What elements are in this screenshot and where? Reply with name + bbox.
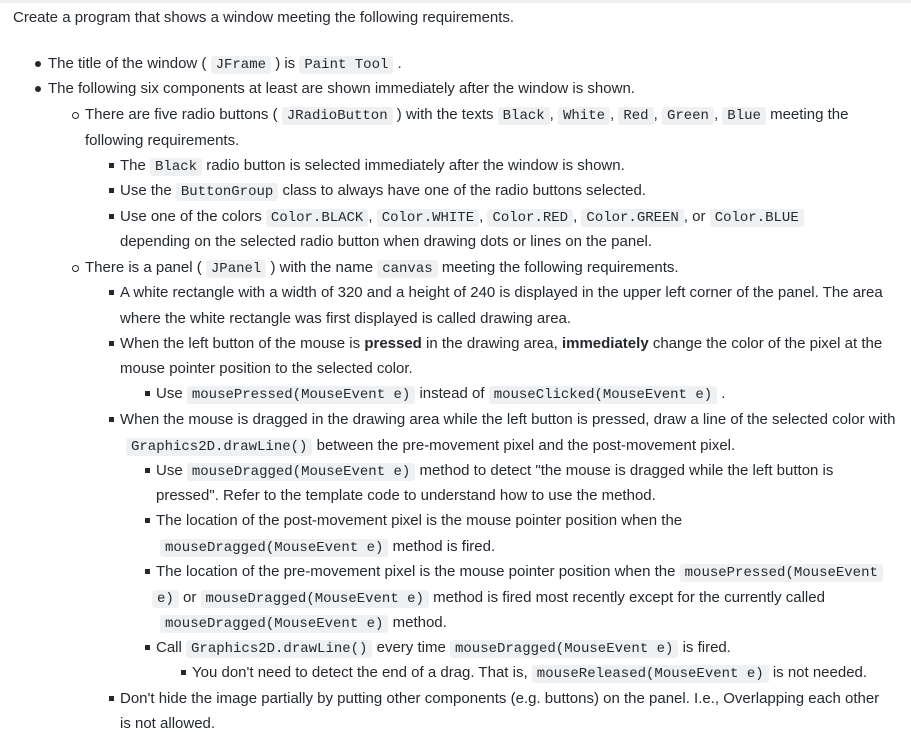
req-white-rect: A white rectangle with a width of 320 and a height of 240 is displayed in the upper left corner of the panel. The area xyxy=(120,284,883,301)
bullet-square xyxy=(109,341,114,346)
bullet-square xyxy=(109,290,114,295)
req-mouse-drag-cont: Graphics2D.drawLine() between the pre-movement pixel and the post-movement pixel. xyxy=(126,436,735,458)
bullet-square xyxy=(145,468,150,473)
req-components: The following six components at least are shown immediately after the window is shown. xyxy=(48,80,635,97)
req-call-drawline: Call Graphics2D.drawLine() every time mouseDragged(MouseEvent e) is fired. xyxy=(156,639,731,657)
req-mouse-dragged-method-cont: pressed". Refer to the template code to understand how to use the method. xyxy=(156,487,656,504)
req-no-release: You don't need to detect the end of a drag. That is, mouseReleased(MouseEvent e) is not needed. xyxy=(192,664,868,682)
req-pre-movement: The location of the pre-movement pixel is the mouse pointer position when the mousePressed(MouseEvent xyxy=(156,562,883,584)
bullet-square xyxy=(145,645,150,650)
bullet-square xyxy=(109,163,114,168)
req-radio-buttons-cont: following requirements. xyxy=(85,132,240,149)
req-no-overlap-cont: is not allowed. xyxy=(120,715,216,732)
bullet-disc xyxy=(35,86,41,92)
req-mouse-dragged-method: Use mouseDragged(MouseEvent e) method to detect "the mouse is dragged while the left button is xyxy=(156,462,834,480)
req-mouse-pressed-method: Use mousePressed(MouseEvent e) instead of mouseClicked(MouseEvent e) . xyxy=(156,385,726,403)
req-colors-cont: depending on the selected radio button when drawing dots or lines on the panel. xyxy=(120,233,653,250)
req-white-rect-cont: where the white rectangle was first displayed is called drawing area. xyxy=(120,310,572,327)
req-post-movement: The location of the post-movement pixel is the mouse pointer position when the xyxy=(156,512,683,529)
req-colors: Use one of the colors Color.BLACK , Color.WHITE , Color.RED , Color.GREEN , or Color.BLUE xyxy=(120,207,804,229)
bullet-square xyxy=(109,696,114,701)
req-no-overlap: Don't hide the image partially by putting other components (e.g. buttons) on the panel. I.e., Overlapping each other xyxy=(120,690,880,707)
req-pre-movement-cont: e) or mouseDragged(MouseEvent e) method is fired most recently except for the currently called xyxy=(152,588,825,610)
bullet-square xyxy=(109,417,114,422)
req-window-title: The title of the window ( JFrame ) is Paint Tool . xyxy=(48,55,402,73)
intro-paragraph: Create a program that shows a window meeting the following requirements. xyxy=(13,9,515,26)
bullet-circle xyxy=(72,265,79,272)
req-pre-movement-cont2: mouseDragged(MouseEvent e) method. xyxy=(160,613,447,635)
req-mouse-drag: When the mouse is dragged in the drawing area while the left button is pressed, draw a line of the selected color with xyxy=(120,411,896,428)
req-radio-buttons: There are five radio buttons ( JRadioButton ) with the texts Black , White , Red , Green , Blue meeting the xyxy=(85,106,849,124)
bullet-square xyxy=(145,518,150,523)
req-panel: There is a panel ( JPanel ) with the name canvas meeting the following requirements. xyxy=(85,259,679,277)
bullet-square xyxy=(145,391,150,396)
req-mouse-press-cont: mouse pointer position to the selected color. xyxy=(120,360,413,377)
req-black-default: The Black radio button is selected immediately after the window is shown. xyxy=(120,157,625,175)
top-divider xyxy=(0,0,911,3)
req-post-movement-cont: mouseDragged(MouseEvent e) method is fired. xyxy=(160,537,495,559)
bullet-square xyxy=(145,569,150,574)
bullet-square xyxy=(109,188,114,193)
bullet-disc xyxy=(35,61,41,67)
req-mouse-press: When the left button of the mouse is pressed in the drawing area, immediately change the color of the pixel at the xyxy=(120,335,883,352)
bullet-circle xyxy=(72,112,79,119)
bullet-square xyxy=(181,670,186,675)
req-button-group: Use the ButtonGroup class to always have one of the radio buttons selected. xyxy=(120,182,647,200)
bullet-square xyxy=(109,214,114,219)
